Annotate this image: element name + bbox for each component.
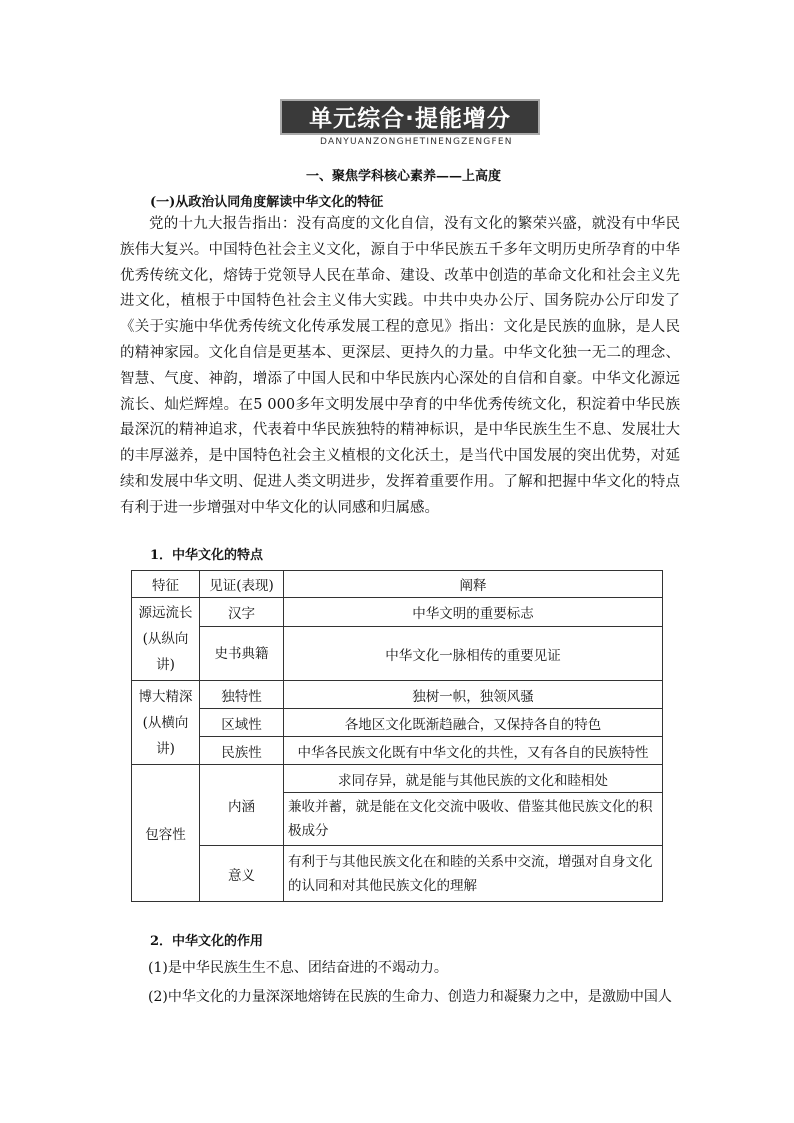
explanation-cell: 中华各民族文化既有中华文化的共性，又有各自的民族特性 xyxy=(284,737,663,765)
table-header-row xyxy=(132,571,663,598)
header-feature: 特征 xyxy=(132,571,200,598)
item2-title: 2．中华文化的作用 xyxy=(150,934,264,949)
table-row xyxy=(132,627,663,681)
explanation-cell: 中华文化一脉相传的重要见证 xyxy=(284,627,663,681)
explanation-cell: 兼收并蓄，就是能在文化交流中吸收、借鉴其他民族文化的积极成分 xyxy=(284,793,663,846)
evidence-cell: 汉字 xyxy=(200,598,284,627)
feature-cell: 包容性 xyxy=(132,765,200,902)
explanation-cell: 独树一帜，独领风骚 xyxy=(284,681,663,709)
section-title: 一、聚焦学科核心素养——上高度 xyxy=(306,169,502,184)
evidence-cell: 内涵 xyxy=(200,765,284,846)
item2-point-2: (2)中华文化的力量深深地熔铸在民族的生命力、创造力和凝聚力之中，是激励中国人 xyxy=(148,989,672,1005)
unit-banner-title: 单元综合·提能增分 xyxy=(280,99,540,135)
explanation-cell: 各地区文化既渐趋融合，又保持各自的特色 xyxy=(284,709,663,737)
culture-features-table xyxy=(131,570,663,902)
item2-point-1: (1)是中华民族生生不息、团结奋进的不竭动力。 xyxy=(148,960,448,976)
item1-title: 1．中华文化的特点 xyxy=(150,548,264,563)
intro-paragraph: 党的十九大报告指出：没有高度的文化自信，没有文化的繁荣兴盛，就没有中华民族伟大复兴。中国特色社会主义文化，源自于中华民族五千多年文明历史所孕育的中华优秀传统文化，熔铸于党领导人民在革命、建设、改革中创造的革命文化和社会主义先进文化，植根于中国特色社会主义伟大实践。中共中央办公厅、国务院办公厅印发了《关于实施中华优秀传统文化传承发展工程的意见》指出：文化是民族的血脉，是人民的精神家园。文化自信是更基本、更深层、更持久的力量。中华文化独一无二的理念、智慧、气度、神韵，增添了中国人民和中华民族内心深处的自信和自豪。中华文化源远流长、灿烂辉煌。在5 000多年文明发展中孕育的中华优秀传统文化，积淀着中华民族最深沉的精神追求，代表着中华民族独特的精神标识，是中华民族生生不息、发展壮大的丰厚滋养，是中国特色社会主义植根的文化沃土，是当代中国发展的突出优势，对延续和发展中华文明、促进人类文明进步，发挥着重要作用。了解和把握中华文化的特点有利于进一步增强对中华文化的认同感和归属感。 xyxy=(120,216,680,516)
evidence-cell: 区域性 xyxy=(200,709,284,737)
table-row xyxy=(132,681,663,709)
explanation-cell: 求同存异，就是能与其他民族的文化和睦相处 xyxy=(284,765,663,793)
evidence-cell: 史书典籍 xyxy=(200,627,284,681)
header-evidence: 见证(表现) xyxy=(200,571,284,598)
explanation-cell: 有利于与其他民族文化在和睦的关系中交流，增强对自身文化的认同和对其他民族文化的理解 xyxy=(284,846,663,902)
subsection-title: (一)从政治认同角度解读中华文化的特征 xyxy=(150,195,384,210)
explanation-cell: 中华文明的重要标志 xyxy=(284,598,663,627)
feature-cell: 博大精深(从横向讲) xyxy=(132,681,200,765)
table-row xyxy=(132,737,663,765)
table-row xyxy=(132,598,663,627)
unit-banner-subtitle: DANYUANZONGHETINENGZENGFEN xyxy=(320,137,513,147)
header-explanation: 阐释 xyxy=(284,571,663,598)
feature-cell: 源远流长(从纵向讲) xyxy=(132,598,200,681)
table-row xyxy=(132,846,663,902)
evidence-cell: 独特性 xyxy=(200,681,284,709)
evidence-cell: 民族性 xyxy=(200,737,284,765)
table-row xyxy=(132,765,663,793)
table-row xyxy=(132,709,663,737)
evidence-cell: 意义 xyxy=(200,846,284,902)
